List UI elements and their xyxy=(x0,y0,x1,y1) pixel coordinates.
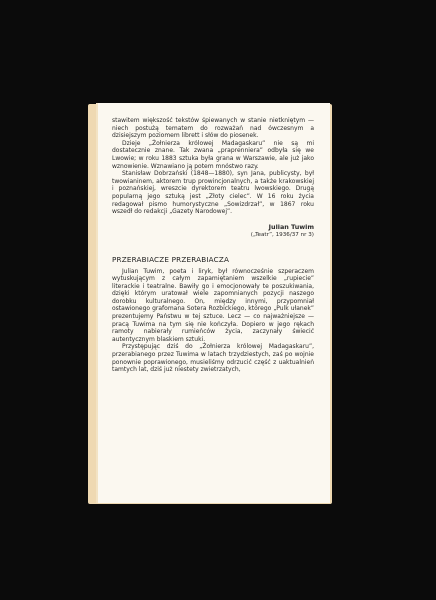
paragraph-history: Dzieje „Żołnierza królowej Madagaskaru” nie są mi dostatecznie znane. Tak zwana „praprenniera” odbyła się we Lwowie; w roku 1883 sztuka była grana w Warszawie, ale już jako wznowienie. Wznawiano ją potem mnóstwo razy. xyxy=(112,139,314,170)
program-page xyxy=(98,103,330,503)
page-content xyxy=(112,117,314,374)
source-citation: („Teatr”, 1936/37 nr 3) xyxy=(250,232,314,239)
intro-paragraph: stawitem większość tekstów śpiewanych w stanie nietkniętym — niech postużą tematem do rozważań nad ówczesnym a dzisiejszym poziomem librett i słów do piosenek. xyxy=(112,117,314,140)
paragraph-adaptation: Przystępując dziś do „Żołnierza królowej Madagaskaru”, przerabianego przez Tuwima w latach trzydziestych, zaś po wojnie ponownie poprawionego, musieliśmy odrzucić część z uaktualnień tamtych lat, dziś już niestety zwietrzatych, xyxy=(112,343,314,374)
section-title: PRZERABIACZE PRZERABIACZA xyxy=(112,254,230,264)
paragraph-dobrzanski: Stanisław Dobrzański (1848—1880), syn Jana, publicysty, był twowianinem, aktorem trup prowincjonalnych, a także krakowskiej i poznańskiej, wreszcie dyrektorem teatru lwowskiego. Drugą popularną jego sztuką jest „Złoty cielec”. W 16 roku życia redagował pismo humorystyczne „Sowizdrzał”, w 1867 roku wszedł do redakcji „Gazety Narodowej”. xyxy=(112,170,314,216)
author-signature: Julian Tuwim xyxy=(268,222,314,231)
paragraph-tuwim: Julian Tuwim, poeta i liryk, był równocześnie szperaczem wytuskującym z całym zapamiętaniem wszelkie „rupiecie” literackie i teatralne. Bawiły go i emocjonowały te poszukiwania, dzięki którym uratował wiele zapomnianych pozycji naszego dorobku kulturalnego. On, między innymi, przypomniał ostawionego grafomana Sotera Rozbickiego, którego „Pulk ułanek” prezentujemy Państwu w tej sztuce. Lecz — co najważniejsze — pracą Tuwima na tym się nie kończyła. Dopiero w jego rękach ramoty nabierały rumieńców życia, zaczynały świecić autentycznym blaskiem sztuki. xyxy=(112,267,314,343)
